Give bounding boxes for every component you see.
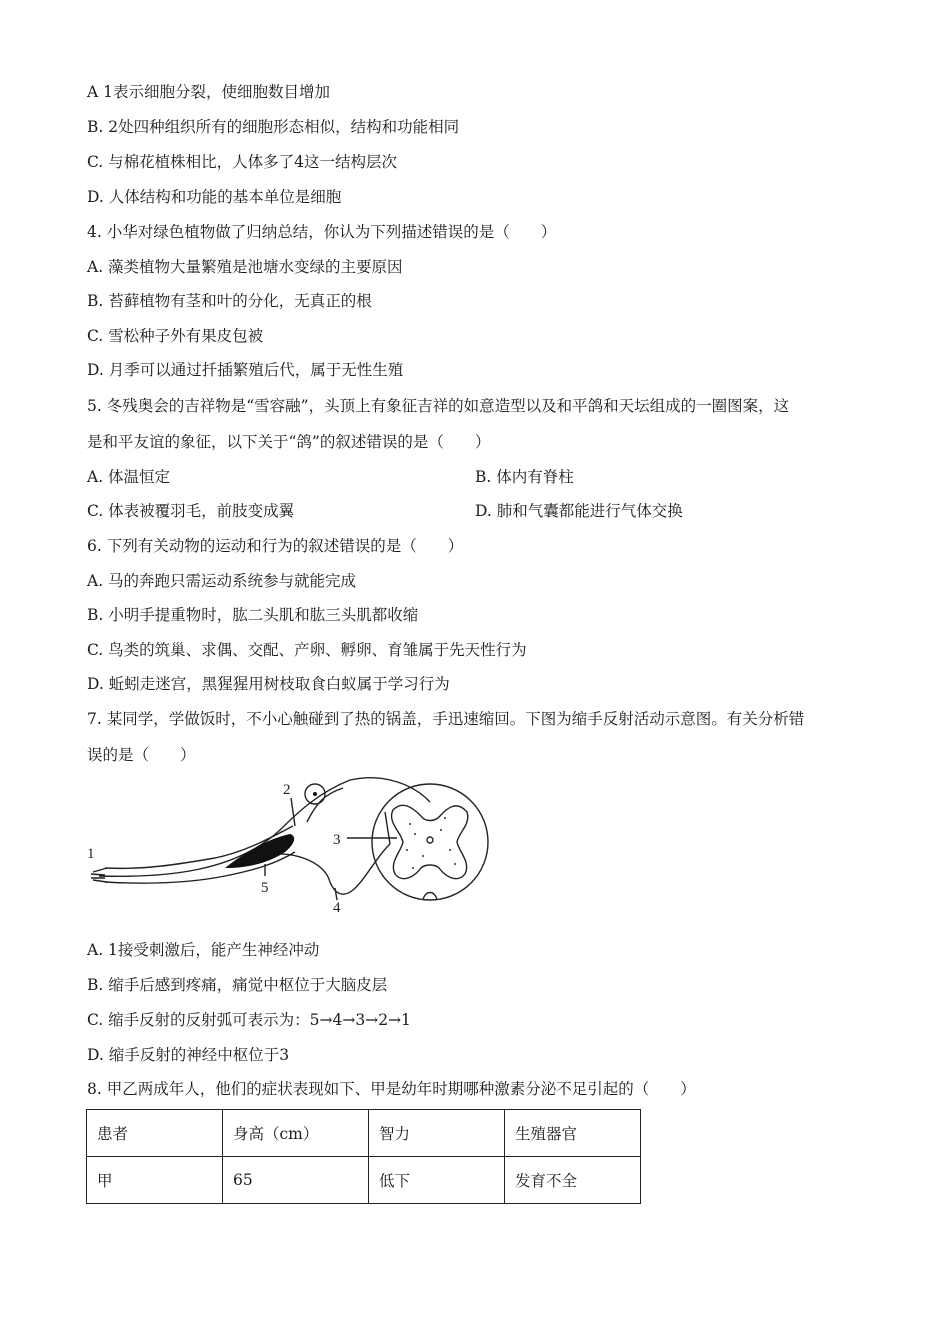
q4-option-d: D. 月季可以通过扦插繁殖后代，属于无性生殖 [87, 361, 404, 379]
label-4: 4 [333, 900, 341, 916]
ganglion-dot [313, 792, 317, 796]
table-row [87, 1157, 641, 1204]
q6-option-d: D. 蚯蚓走迷宫，黑猩猩用树枝取食白蚁属于学习行为 [87, 675, 450, 693]
q8-stem: 8. 甲乙两成年人，他们的症状表现如下、甲是幼年时期哪种激素分泌不足引起的（ ） [87, 1080, 696, 1098]
q6-option-a: A. 马的奔跑只需运动系统参与就能完成 [87, 572, 357, 590]
q4-option-c: C. 雪松种子外有果皮包被 [87, 327, 264, 345]
q5-option-c: C. 体表被覆羽毛，前肢变成翼 [87, 502, 295, 520]
q5-option-a: A. 体温恒定 [87, 468, 171, 486]
q3-option-c: C. 与棉花植株相比，人体多了4这一结构层次 [87, 153, 398, 171]
header-height: 身高（cm） [223, 1110, 369, 1157]
cell-reproductive-organs: 发育不全 [505, 1157, 641, 1204]
grey-matter [392, 805, 468, 878]
q3-option-a: A 1表示细胞分裂，使细胞数目增加 [87, 83, 330, 101]
central-canal [427, 837, 433, 843]
q4-stem: 4. 小华对绿色植物做了归纳总结，你认为下列描述错误的是（ ） [87, 223, 557, 241]
label-4-leader [335, 888, 337, 900]
cell-intelligence: 低下 [369, 1157, 505, 1204]
cell-height: 65 [223, 1157, 369, 1204]
table-header-row [87, 1110, 641, 1157]
symptom-table [86, 1109, 641, 1204]
label-3: 3 [333, 832, 341, 848]
reflex-arc-diagram [85, 772, 495, 922]
q7-stem-line2: 误的是（ ） [87, 746, 196, 764]
label-2-leader [291, 798, 295, 826]
header-intelligence: 智力 [369, 1110, 505, 1157]
motor-nerve [270, 844, 390, 894]
q7-option-a: A. 1接受刺激后，能产生神经冲动 [87, 941, 320, 959]
q5-option-d: D. 肺和气囊都能进行气体交换 [475, 502, 683, 520]
header-patient: 患者 [87, 1110, 223, 1157]
q4-option-b: B. 苔藓植物有茎和叶的分化，无真正的根 [87, 292, 372, 310]
q5-stem-line2: 是和平友谊的象征，以下关于“鸽”的叙述错误的是（ ） [87, 433, 491, 451]
q6-option-b: B. 小明手提重物时，肱二头肌和肱三头肌都收缩 [87, 606, 419, 624]
label-5: 5 [261, 880, 269, 896]
label-1: 1 [87, 846, 95, 862]
q7-stem-line1: 7. 某同学，学做饭时，不小心触碰到了热的锅盖，手迅速缩回。下图为缩手反射活动示意图。有关分析错 [87, 710, 805, 728]
q3-option-b: B. 2处四种组织所有的细胞形态相似，结构和功能相同 [87, 118, 460, 136]
q7-option-c: C. 缩手反射的反射弧可表示为：5→4→3→2→1 [87, 1011, 411, 1029]
q5-option-b: B. 体内有脊柱 [475, 468, 574, 486]
muscle-effector [225, 834, 294, 868]
q7-option-b: B. 缩手后感到疼痛，痛觉中枢位于大脑皮层 [87, 976, 388, 994]
motor-branch [385, 812, 390, 844]
q7-option-d: D. 缩手反射的神经中枢位于3 [87, 1046, 290, 1064]
label-2: 2 [283, 782, 291, 798]
hand-outline [91, 868, 107, 882]
q6-option-c: C. 鸟类的筑巢、求偶、交配、产卵、孵卵、育雏属于先天性行为 [87, 641, 527, 659]
spinal-notch [423, 893, 437, 901]
header-reproductive-organs: 生殖器官 [505, 1110, 641, 1157]
q4-option-a: A. 藻类植物大量繁殖是池塘水变绿的主要原因 [87, 258, 403, 276]
cell-patient: 甲 [87, 1157, 223, 1204]
q6-stem: 6. 下列有关动物的运动和行为的叙述错误的是（ ） [87, 537, 464, 555]
q5-stem-line1: 5. 冬残奥会的吉祥物是“雪容融”，头顶上有象征吉祥的如意造型以及和平鸽和天坛组成的一圈图案，这 [87, 397, 790, 415]
q3-option-d: D. 人体结构和功能的基本单位是细胞 [87, 188, 342, 206]
